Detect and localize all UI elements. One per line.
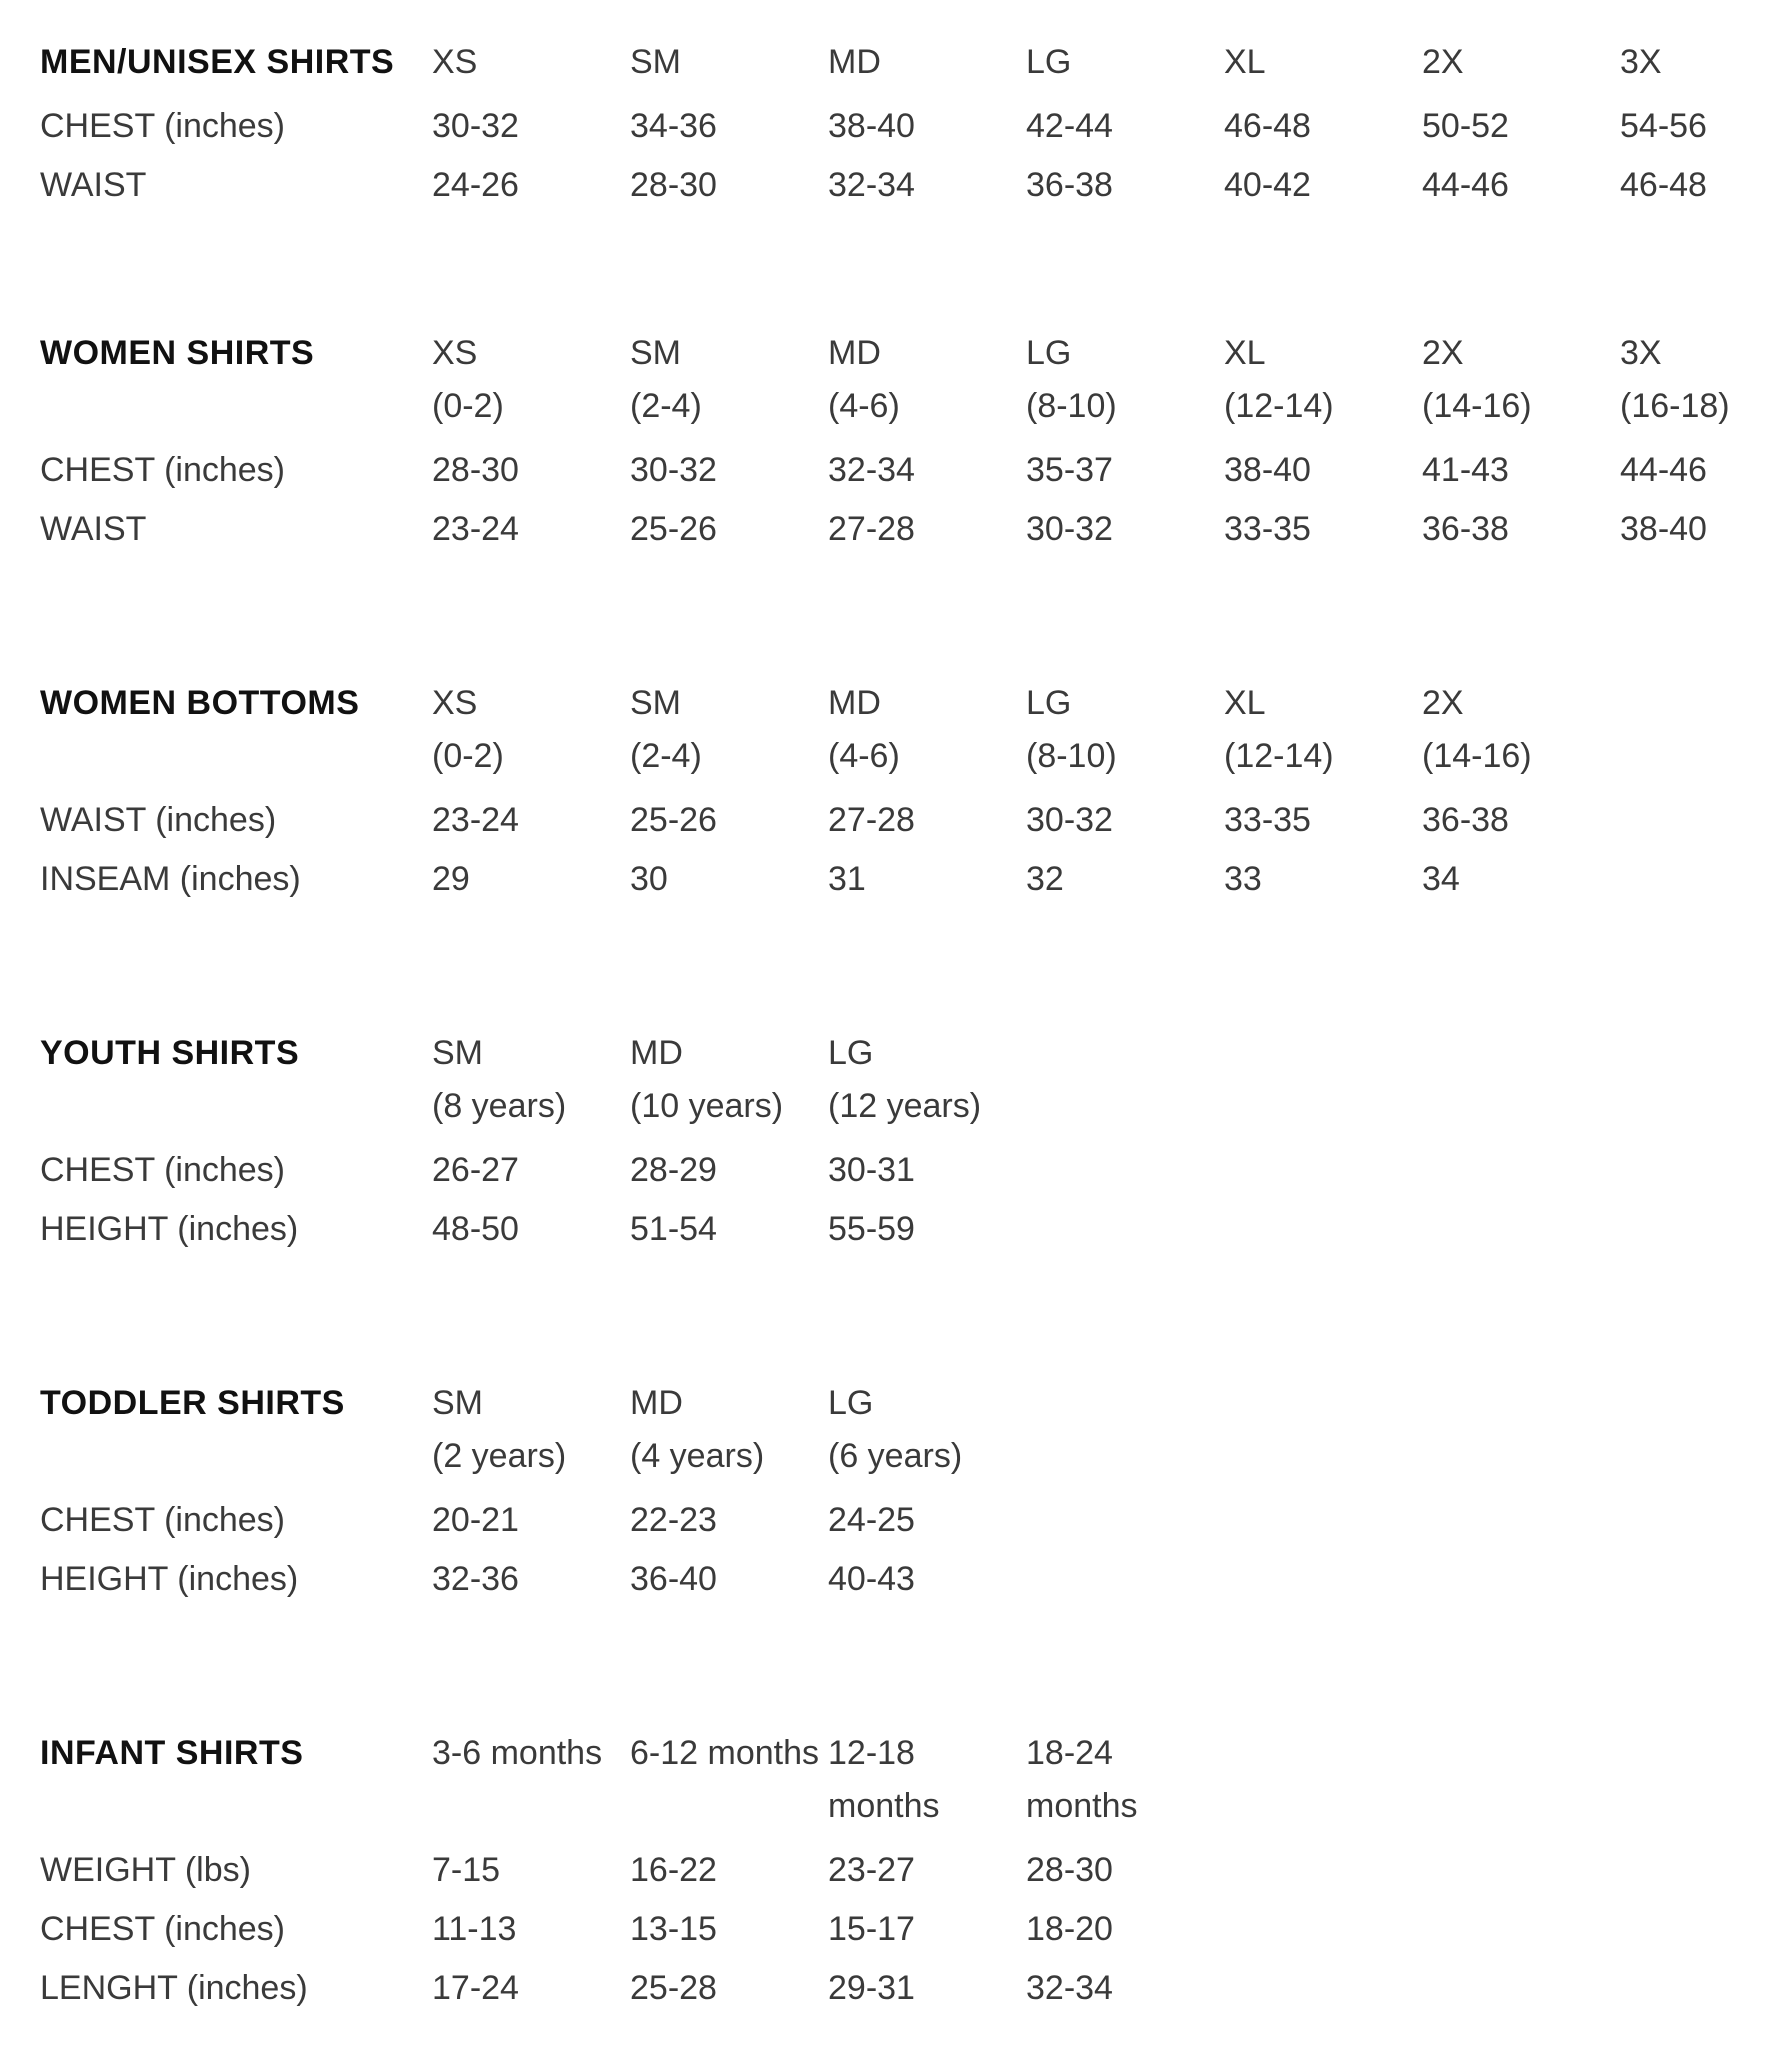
- section-title: INFANT SHIRTS: [40, 1734, 304, 1772]
- size-header: months: [828, 1787, 940, 1825]
- size-header: XL: [1224, 334, 1266, 372]
- measurement-cell: 32-34: [828, 166, 915, 204]
- measurement-cell: 36-40: [630, 1560, 717, 1598]
- measurement-cell: 11-13: [432, 1910, 517, 1948]
- size-header: MD: [828, 43, 881, 81]
- measurement-cell: 34-36: [630, 107, 717, 145]
- measurement-cell: 30-32: [432, 107, 519, 145]
- measurement-cell: 25-28: [630, 1969, 717, 2007]
- section-title: WOMEN SHIRTS: [40, 334, 315, 372]
- size-header: (0-2): [432, 737, 504, 775]
- measurement-cell: 41-43: [1422, 451, 1509, 489]
- size-header: SM: [432, 1384, 483, 1422]
- size-header: 6-12 months: [630, 1734, 819, 1772]
- measurement-cell: 36-38: [1422, 510, 1509, 548]
- measurement-cell: 13-15: [630, 1910, 717, 1948]
- row-label: CHEST (inches): [40, 1910, 285, 1948]
- measurement-cell: 36-38: [1422, 801, 1509, 839]
- size-header: LG: [1026, 684, 1072, 722]
- row-label: WAIST: [40, 166, 147, 204]
- size-header: XS: [432, 684, 478, 722]
- section-title: WOMEN BOTTOMS: [40, 684, 360, 722]
- size-header: 18-24: [1026, 1734, 1113, 1772]
- section-title: YOUTH SHIRTS: [40, 1034, 300, 1072]
- measurement-cell: 44-46: [1422, 166, 1509, 204]
- measurement-cell: 50-52: [1422, 107, 1509, 145]
- measurement-cell: 48-50: [432, 1210, 519, 1248]
- measurement-cell: 30-31: [828, 1151, 915, 1189]
- size-header: 2X: [1422, 334, 1464, 372]
- size-header: LG: [1026, 43, 1072, 81]
- size-header: (6 years): [828, 1437, 963, 1475]
- row-label: HEIGHT (inches): [40, 1560, 299, 1598]
- size-header: 2X: [1422, 684, 1464, 722]
- row-label: LENGHT (inches): [40, 1969, 308, 2007]
- measurement-cell: 24-25: [828, 1501, 915, 1539]
- measurement-cell: 32-34: [828, 451, 915, 489]
- measurement-cell: 18-20: [1026, 1910, 1113, 1948]
- measurement-cell: 42-44: [1026, 107, 1113, 145]
- measurement-cell: 29-31: [828, 1969, 915, 2007]
- measurement-cell: 30: [630, 860, 668, 898]
- measurement-cell: 23-24: [432, 510, 519, 548]
- measurement-cell: 40-42: [1224, 166, 1311, 204]
- size-header: LG: [828, 1384, 874, 1422]
- measurement-cell: 38-40: [828, 107, 915, 145]
- size-header: (8-10): [1026, 737, 1117, 775]
- measurement-cell: 17-24: [432, 1969, 519, 2007]
- row-label: INSEAM (inches): [40, 860, 301, 898]
- size-header: MD: [828, 334, 881, 372]
- measurement-cell: 25-26: [630, 801, 717, 839]
- size-header: XS: [432, 334, 478, 372]
- size-header: (4-6): [828, 387, 900, 425]
- size-header: LG: [828, 1034, 874, 1072]
- measurement-cell: 22-23: [630, 1501, 717, 1539]
- size-header: MD: [630, 1384, 683, 1422]
- measurement-cell: 28-29: [630, 1151, 717, 1189]
- measurement-cell: 23-27: [828, 1851, 915, 1889]
- size-header: (4 years): [630, 1437, 765, 1475]
- measurement-cell: 28-30: [630, 166, 717, 204]
- measurement-cell: 7-15: [432, 1851, 501, 1889]
- measurement-cell: 27-28: [828, 801, 915, 839]
- row-label: CHEST (inches): [40, 1501, 285, 1539]
- section-title: MEN/UNISEX SHIRTS: [40, 43, 395, 81]
- size-header: (14-16): [1422, 387, 1532, 425]
- size-header: (12-14): [1224, 387, 1334, 425]
- measurement-cell: 27-28: [828, 510, 915, 548]
- size-header: (14-16): [1422, 737, 1532, 775]
- measurement-cell: 33: [1224, 860, 1262, 898]
- measurement-cell: 40-43: [828, 1560, 915, 1598]
- measurement-cell: 24-26: [432, 166, 519, 204]
- row-label: HEIGHT (inches): [40, 1210, 299, 1248]
- measurement-cell: 16-22: [630, 1851, 717, 1889]
- size-header: (12-14): [1224, 737, 1334, 775]
- size-header: (0-2): [432, 387, 504, 425]
- measurement-cell: 55-59: [828, 1210, 915, 1248]
- measurement-cell: 28-30: [1026, 1851, 1113, 1889]
- measurement-cell: 20-21: [432, 1501, 519, 1539]
- measurement-cell: 38-40: [1620, 510, 1707, 548]
- measurement-cell: 33-35: [1224, 510, 1311, 548]
- size-header: (16-18): [1620, 387, 1730, 425]
- measurement-cell: 29: [432, 860, 470, 898]
- row-label: WAIST: [40, 510, 147, 548]
- size-header: (8 years): [432, 1087, 567, 1125]
- measurement-cell: 35-37: [1026, 451, 1113, 489]
- section-title: TODDLER SHIRTS: [40, 1384, 345, 1422]
- measurement-cell: 46-48: [1620, 166, 1707, 204]
- size-header: (2-4): [630, 737, 702, 775]
- size-header: (2 years): [432, 1437, 567, 1475]
- size-header: MD: [630, 1034, 683, 1072]
- size-header: (12 years): [828, 1087, 982, 1125]
- size-header: XS: [432, 43, 478, 81]
- measurement-cell: 54-56: [1620, 107, 1707, 145]
- measurement-cell: 30-32: [1026, 510, 1113, 548]
- measurement-cell: 34: [1422, 860, 1460, 898]
- size-header: (4-6): [828, 737, 900, 775]
- measurement-cell: 32: [1026, 860, 1064, 898]
- measurement-cell: 26-27: [432, 1151, 519, 1189]
- measurement-cell: 25-26: [630, 510, 717, 548]
- size-header: (8-10): [1026, 387, 1117, 425]
- size-header: XL: [1224, 43, 1266, 81]
- size-header: 2X: [1422, 43, 1464, 81]
- size-header: SM: [630, 43, 681, 81]
- measurement-cell: 28-30: [432, 451, 519, 489]
- measurement-cell: 30-32: [1026, 801, 1113, 839]
- row-label: CHEST (inches): [40, 451, 285, 489]
- measurement-cell: 44-46: [1620, 451, 1707, 489]
- size-header: (10 years): [630, 1087, 784, 1125]
- size-header: LG: [1026, 334, 1072, 372]
- measurement-cell: 32-34: [1026, 1969, 1113, 2007]
- size-header: 3X: [1620, 334, 1662, 372]
- row-label: WEIGHT (lbs): [40, 1851, 251, 1889]
- row-label: CHEST (inches): [40, 1151, 285, 1189]
- size-header: MD: [828, 684, 881, 722]
- size-header: months: [1026, 1787, 1138, 1825]
- measurement-cell: 30-32: [630, 451, 717, 489]
- size-header: 3-6 months: [432, 1734, 603, 1772]
- measurement-cell: 31: [828, 860, 866, 898]
- measurement-cell: 23-24: [432, 801, 519, 839]
- size-header: SM: [630, 684, 681, 722]
- measurement-cell: 38-40: [1224, 451, 1311, 489]
- measurement-cell: 33-35: [1224, 801, 1311, 839]
- size-header: SM: [630, 334, 681, 372]
- size-header: 12-18: [828, 1734, 915, 1772]
- size-header: (2-4): [630, 387, 702, 425]
- measurement-cell: 32-36: [432, 1560, 519, 1598]
- measurement-cell: 15-17: [828, 1910, 915, 1948]
- measurement-cell: 36-38: [1026, 166, 1113, 204]
- size-header: SM: [432, 1034, 483, 1072]
- measurement-cell: 46-48: [1224, 107, 1311, 145]
- size-header: XL: [1224, 684, 1266, 722]
- row-label: WAIST (inches): [40, 801, 277, 839]
- measurement-cell: 51-54: [630, 1210, 717, 1248]
- size-header: 3X: [1620, 43, 1662, 81]
- row-label: CHEST (inches): [40, 107, 285, 145]
